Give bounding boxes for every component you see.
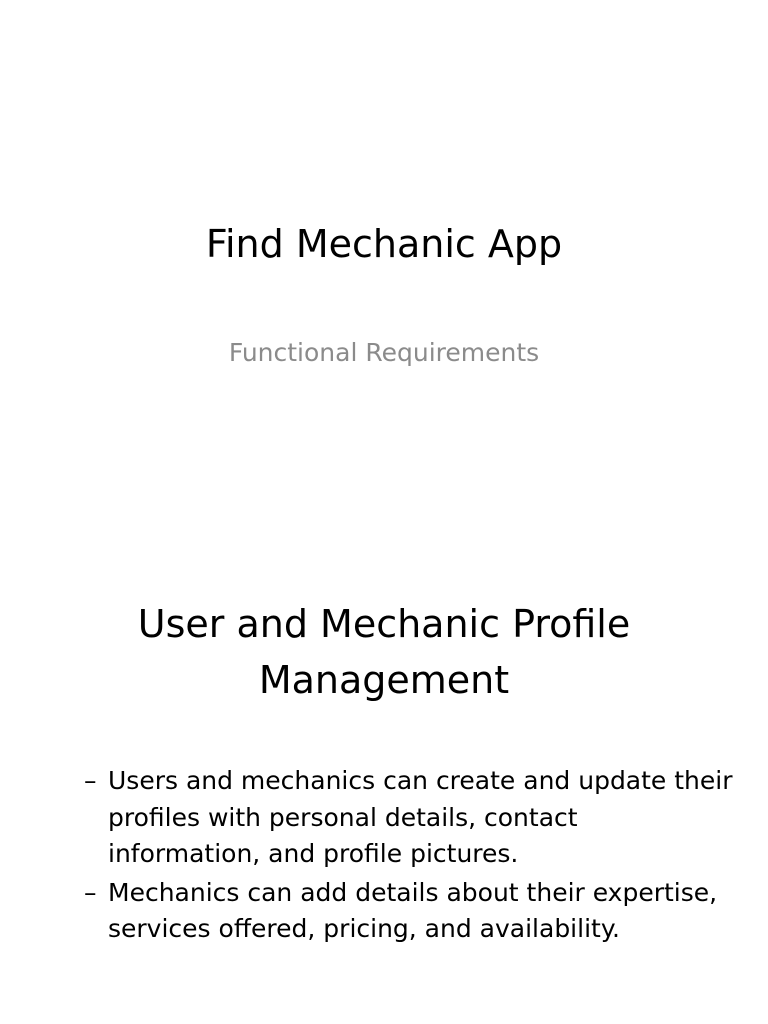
dash-bullet-icon: –	[84, 877, 97, 907]
list-item-text: Users and mechanics can create and update their profiles with personal details, contact information, and profile pictures.	[108, 766, 733, 868]
section-heading: User and Mechanic Profile Management	[137, 602, 631, 702]
document-subtitle: Functional Requirements	[228, 338, 540, 367]
list-item	[84, 763, 734, 873]
requirements-list	[84, 763, 734, 950]
dash-bullet-icon: –	[84, 766, 97, 795]
list-item	[84, 875, 734, 948]
list-item-text: Mechanics can add details about their expertise, services offered, pricing, and availability.	[108, 877, 718, 943]
document-title: Find Mechanic App	[205, 222, 563, 266]
